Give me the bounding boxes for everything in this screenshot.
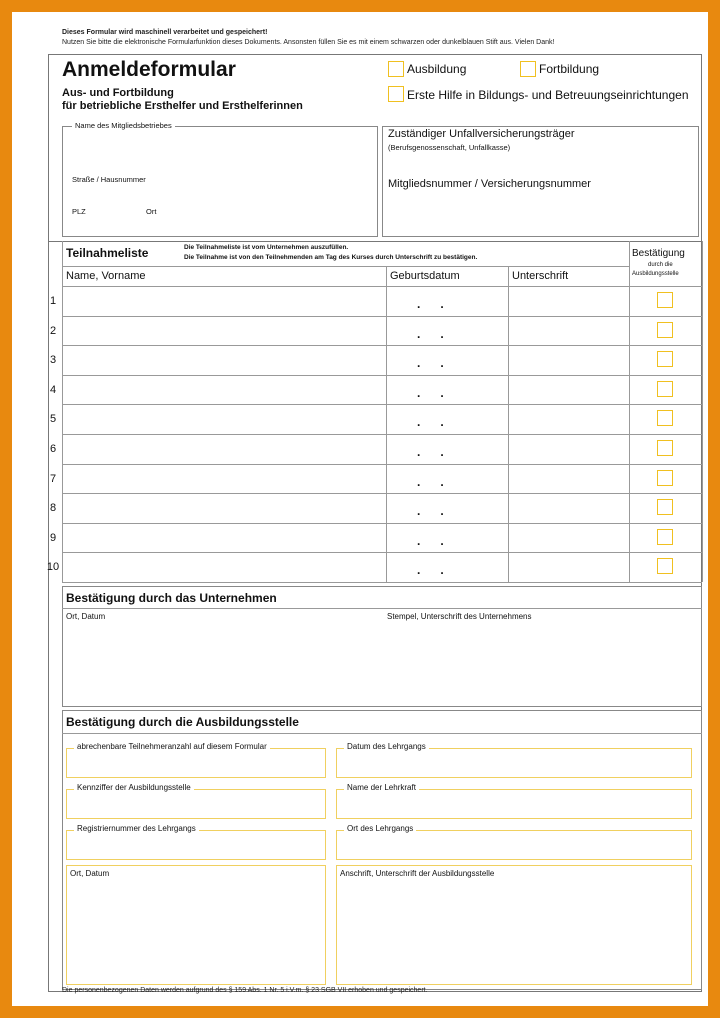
confirmation-checkbox[interactable] (657, 440, 673, 456)
birthdate-input[interactable]: . . (417, 297, 444, 311)
street-label: Straße / Hausnummer (72, 175, 146, 184)
form-subtitle-2: für betriebliche Ersthelfer und Ersthelferinnen (62, 100, 303, 112)
list-note-1: Die Teilnahmeliste ist vom Unternehmen auszufüllen. (184, 244, 349, 251)
col-name-header: Name, Vorname (66, 270, 146, 282)
confirmation-checkbox[interactable] (657, 499, 673, 515)
confirm-sub-2: Ausbildungsstelle (632, 271, 679, 277)
signature-input[interactable] (509, 346, 628, 374)
birthdate-input[interactable]: . . (417, 474, 444, 489)
signature-input[interactable] (509, 524, 628, 552)
insurer-subtitle: (Berufsgenossenschaft, Unfallkasse) (388, 143, 511, 152)
birthdate-input[interactable]: . . (417, 533, 444, 548)
participant-name-input[interactable] (63, 346, 385, 374)
course-date-field[interactable] (336, 748, 692, 778)
participant-name-input[interactable] (63, 317, 385, 345)
plz-label: PLZ (72, 207, 86, 216)
confirm-sub-1: durch die (648, 262, 673, 268)
ort-label: Ort (146, 207, 157, 216)
row-number: 2 (49, 324, 57, 337)
participant-count-field[interactable] (66, 748, 326, 778)
form-subtitle-1: Aus- und Fortbildung (62, 87, 174, 99)
row-number: 1 (49, 295, 57, 307)
birthdate-input[interactable]: . . (417, 385, 444, 400)
confirmation-checkbox[interactable] (657, 529, 673, 545)
participant-name-input[interactable] (63, 376, 385, 404)
col-birth-header: Geburtsdatum (390, 270, 460, 282)
course-location-field[interactable] (336, 830, 692, 860)
notice-line-1: Dieses Formular wird maschinell verarbeitet und gespeichert! (62, 29, 268, 36)
list-title: Teilnahmeliste (66, 246, 149, 260)
checkbox-erste-hilfe[interactable] (388, 86, 404, 102)
participant-name-input[interactable] (63, 287, 385, 315)
confirmation-checkbox[interactable] (657, 322, 673, 338)
confirmation-checkbox[interactable] (657, 410, 673, 426)
insurer-title: Zuständiger Unfallversicherungsträger (388, 128, 575, 140)
form-title: Anmeldeformular (62, 58, 236, 81)
signature-input[interactable] (509, 465, 628, 493)
participant-name-input[interactable] (63, 494, 385, 522)
company-confirmation-title: Bestätigung durch das Unternehmen (66, 591, 277, 605)
participant-name-input[interactable] (63, 465, 385, 493)
row-number: 10 (46, 561, 60, 574)
row-number: 8 (49, 502, 57, 515)
center-code-label: Kennziffer der Ausbildungsstelle (74, 783, 194, 792)
birthdate-input[interactable]: . . (417, 415, 444, 430)
signature-input[interactable] (509, 317, 628, 345)
signature-input[interactable] (509, 435, 628, 463)
center-code-field[interactable] (66, 789, 326, 819)
row-number: 9 (49, 531, 57, 544)
birthdate-input[interactable]: . . (417, 356, 444, 371)
col-sign-header: Unterschrift (512, 270, 569, 282)
confirmation-checkbox[interactable] (657, 381, 673, 397)
birthdate-input[interactable]: . . (417, 563, 444, 578)
member-company-legend: Name des Mitgliedsbetriebes (72, 121, 175, 130)
row-number: 6 (49, 443, 57, 455)
row-number: 3 (49, 354, 57, 367)
row-number: 5 (49, 413, 57, 426)
row-number: 7 (49, 472, 57, 485)
checkbox-fortbildung[interactable] (520, 61, 536, 77)
center-signature-field[interactable] (336, 865, 692, 985)
label-ausbildung: Ausbildung (407, 62, 467, 76)
training-confirmation-title: Bestätigung durch die Ausbildungsstelle (66, 715, 299, 729)
signature-input[interactable] (509, 405, 628, 433)
course-registration-field[interactable] (66, 830, 326, 860)
participant-name-input[interactable] (63, 553, 385, 581)
confirmation-checkbox[interactable] (657, 292, 673, 308)
birthdate-input[interactable]: . . (417, 445, 444, 459)
signature-input[interactable] (509, 287, 628, 315)
course-date-label: Datum des Lehrgangs (344, 742, 429, 751)
list-note-2: Die Teilnahme ist von den Teilnehmenden am Tag des Kurses durch Unterschrift zu bestätigen. (184, 254, 478, 261)
signature-input[interactable] (509, 376, 628, 404)
participant-count-label: abrechenbare Teilnehmeranzahl auf diesem Formular (74, 742, 270, 751)
birthdate-input[interactable]: . . (417, 326, 444, 341)
confirmation-checkbox[interactable] (657, 351, 673, 367)
company-place-date-label: Ort, Datum (66, 612, 106, 621)
course-location-label: Ort des Lehrgangs (344, 824, 416, 833)
instructor-name-field[interactable] (336, 789, 692, 819)
checkbox-ausbildung[interactable] (388, 61, 404, 77)
instructor-name-label: Name der Lehrkraft (344, 783, 419, 792)
company-stamp-label: Stempel, Unterschrift des Unternehmens (387, 612, 532, 621)
data-protection-footer: Die personenbezogenen Daten werden aufgrund des § 159 Abs. 1 Nr. 5 i.V.m. § 23 SGB VII erhoben und gespeichert. (62, 987, 428, 994)
form-page (12, 12, 708, 1006)
center-signature-label: Anschrift, Unterschrift der Ausbildungsstelle (340, 869, 495, 878)
center-place-date-field[interactable] (66, 865, 326, 985)
participant-name-input[interactable] (63, 435, 385, 463)
confirmation-checkbox[interactable] (657, 470, 673, 486)
birthdate-input[interactable]: . . (417, 504, 444, 519)
row-number: 4 (49, 383, 57, 396)
member-number-label: Mitgliedsnummer / Versicherungsnummer (388, 178, 591, 190)
label-fortbildung: Fortbildung (539, 62, 600, 76)
confirm-header: Bestätigung (632, 248, 685, 259)
course-registration-label: Registriernummer des Lehrgangs (74, 824, 199, 833)
signature-input[interactable] (509, 494, 628, 522)
notice-line-2: Nutzen Sie bitte die elektronische Formularfunktion dieses Dokuments. Ansonsten füllen Sie es mit einem schwarzen oder dunkelblauen Stift aus. Vielen Dank! (62, 39, 555, 46)
center-place-date-label: Ort, Datum (70, 869, 110, 878)
signature-input[interactable] (509, 553, 628, 581)
participant-name-input[interactable] (63, 405, 385, 433)
confirmation-checkbox[interactable] (657, 558, 673, 574)
participant-name-input[interactable] (63, 524, 385, 552)
label-erste-hilfe: Erste Hilfe in Bildungs- und Betreuungseinrichtungen (407, 88, 689, 102)
